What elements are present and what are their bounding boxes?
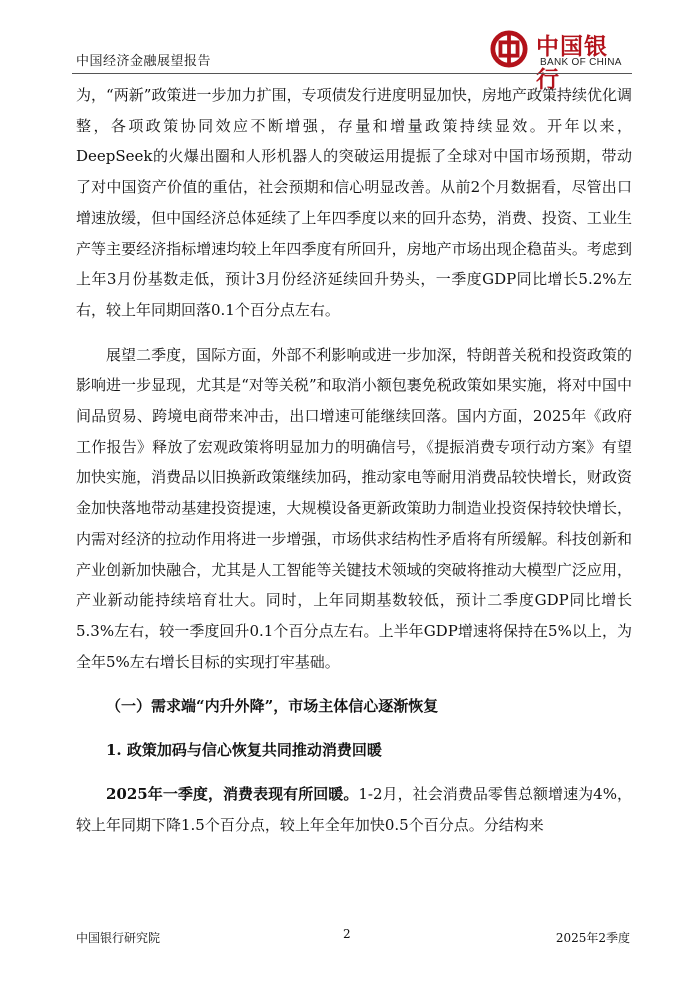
- paragraph-3-text: 1-2月，社会消费品零售总额增速为4%，较上年同期下降1.5个百分点，较上年全年加快0.5个百分点。分结构来: [76, 785, 632, 835]
- page-number: 2: [343, 927, 351, 941]
- paragraph-1: 为，“两新”政策进一步加力扩围，专项债发行进度明显加快，房地产政策持续优化调整，各项政策协同效应不断增强，存量和增量政策持续显效。开年以来，DeepSeek的火爆出圈和人形机器人的突破运用提振了全球对中国市场预期，带动了对中国资产价值的重估，社会预期和信心明显改善。从前2个月数据看，尽管出口增速放缓，但中国经济总体延续了上年四季度以来的回升态势，消费、投资、工业生产等主要经济指标增速均较上年四季度有所回升，房地产市场出现企稳苗头。考虑到上年3月份基数走低，预计3月份经济延续回升势头，一季度GDP同比增长5.2%左右，较上年同期回落0.1个百分点左右。: [76, 86, 632, 319]
- paragraph-3: [76, 779, 632, 840]
- document-body: [76, 80, 632, 841]
- logo-english-name: BANK OF CHINA: [540, 57, 622, 68]
- paragraph-2: 展望二季度，国际方面，外部不利影响或进一步加深，特朗普关税和投资政策的影响进一步显现，尤其是“对等关税”和取消小额包裹免税政策如果实施，将对中国中间品贸易、跨境电商带来冲击，出口增速可能继续回落。国内方面，2025年《政府工作报告》释放了宏观政策将明显加力的明确信号，《提振消费专项行动方案》有望加快实施，消费品以旧换新政策继续加码，推动家电等耐用消费品较快增长，财政资金加快落地带动基建投资提速，大规模设备更新政策助力制造业投资保持较快增长，内需对经济的拉动作用将进一步增强，市场供求结构性矛盾将有所缓解。科技创新和产业创新加快融合，尤其是人工智能等关键技术领域的突破将推动大模型广泛应用，产业新动能持续培育壮大。同时，上年同期基数较低，预计二季度GDP同比增长5.3%左右，较一季度回升0.1个百分点左右。上半年GDP增速将保持在5%以上，为全年5%左右增长目标的实现打牢基础。: [76, 345, 632, 671]
- logo-chinese-name: 中国银行: [536, 33, 608, 93]
- footer-period: 2025年2季度: [555, 931, 630, 945]
- section-heading: （一）需求端“内升外降”，市场主体信心逐渐恢复: [106, 697, 439, 716]
- header-title: 中国经济金融展望报告: [76, 54, 212, 69]
- bank-of-china-logo-icon: [490, 30, 528, 68]
- bank-logo: [490, 26, 630, 93]
- paragraph-3-lead: 2025年一季度，消费表现有所回暖。: [106, 785, 359, 804]
- footer-institution: 中国银行研究院: [76, 931, 161, 945]
- header-divider: [72, 73, 632, 74]
- subsection-heading: 1. 政策加码与信心恢复共同推动消费回暖: [106, 741, 382, 760]
